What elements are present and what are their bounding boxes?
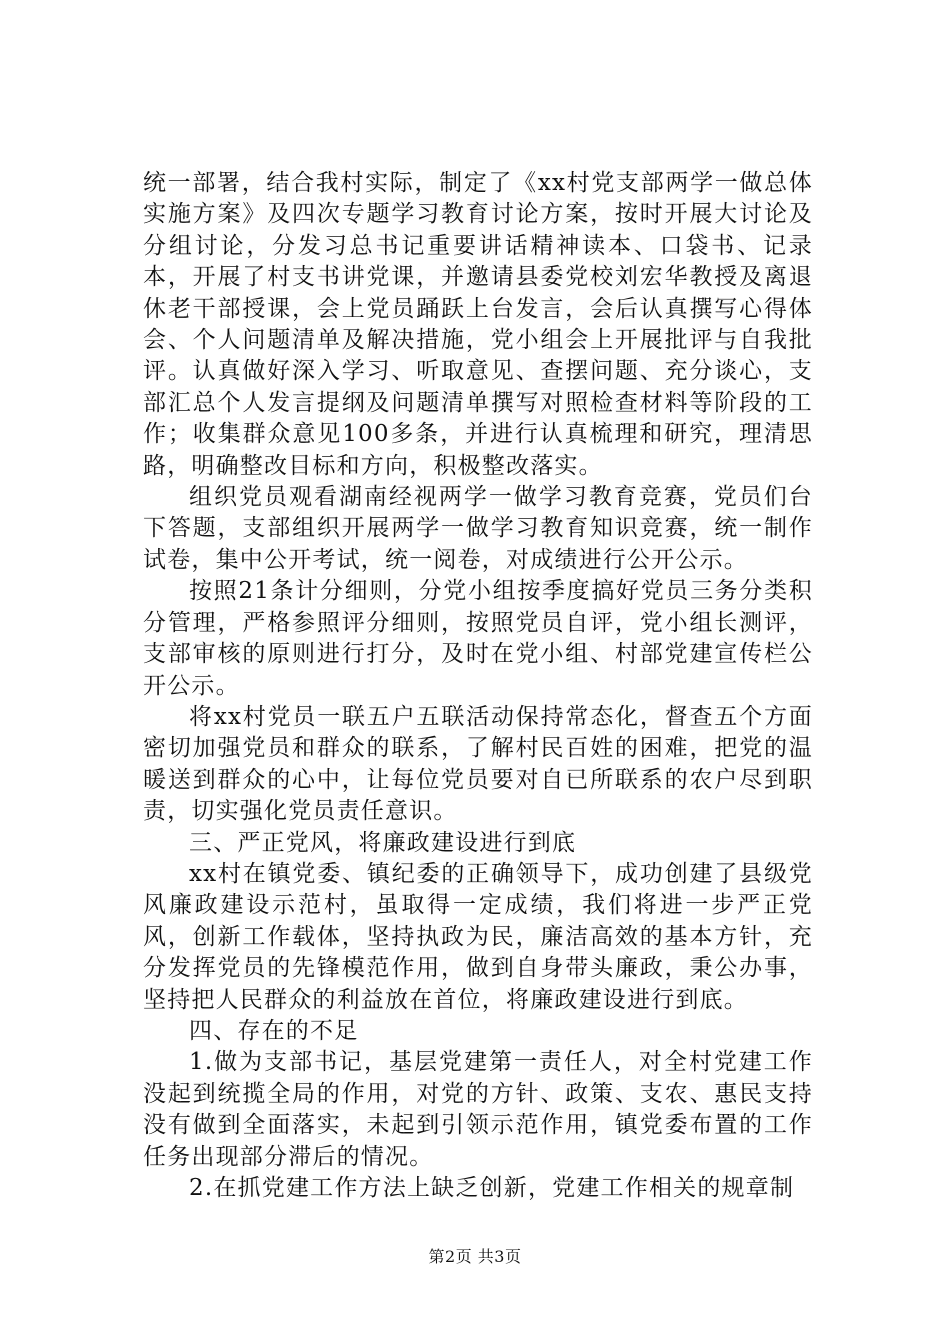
section-heading-3: 三、严正党风，将廉政建设进行到底 [189,829,577,856]
paragraph-1: 统一部署，结合我村实际，制定了《xx村党支部两学一做总体实施方案》及四次专题学习教育讨论方案，按时开展大讨论及分组讨论，分发习总书记重要讲话精神读本、口袋书、记录本，开展了村支书讲党课，并邀请县委党校刘宏华教授及离退休老干部授课，会上党员踊跃上台发言，会后认真撰写心得体会、个人问题清单及解决措施，党小组会上开展批评与自我批评。认真做好深入学习、听取意见、查摆问题、充分谈心，支部汇总个人发言提纲及问题清单撰写对照检查材料等阶段的工作；收集群众意见100多条，并进行认真梳理和研究，理清思路，明确整改目标和方向，积极整改落实。 [143,170,813,479]
paragraph-5: xx村在镇党委、镇纪委的正确领导下，成功创建了县级党风廉政建设示范村，虽取得一定成绩，我们将进一步严正党风，创新工作载体，坚持执政为民，廉洁高效的基本方针，充分发挥党员的先锋模范作用，做到自身带头廉政，秉公办事，坚持把人民群众的利益放在首位，将廉政建设进行到底。 [143,860,813,1013]
paragraph-4: 将xx村党员一联五户五联活动保持常态化，督查五个方面密切加强党员和群众的联系，了解村民百姓的困难，把党的温暖送到群众的心中，让每位党员要对自已所联系的农户尽到职责，切实强化党员责任意识。 [143,703,813,825]
page-footer: 第2页 共3页 [428,1247,522,1266]
section-heading-4: 四、存在的不足 [189,1017,359,1044]
paragraph-3: 按照21条计分细则，分党小组按季度搞好党员三务分类积分管理，严格参照评分细则，按照党员自评，党小组长测评，支部审核的原则进行打分，及时在党小组、村部党建宣传栏公开公示。 [143,578,813,699]
document-body [143,168,813,1204]
paragraph-2: 组织党员观看湖南经视两学一做学习教育竞赛，党员们台下答题，支部组织开展两学一做学习教育知识竞赛，统一制作试卷，集中公开考试，统一阅卷，对成绩进行公开公示。 [143,484,813,573]
paragraph-6: 1.做为支部书记，基层党建第一责任人，对全村党建工作没起到统揽全局的作用，对党的方针、政策、支农、惠民支持没有做到全面落实，未起到引领示范作用，镇党委布置的工作任务出现部分滞后的情况。 [143,1049,813,1170]
paragraph-7: 2.在抓党建工作方法上缺乏创新，党建工作相关的规章制 [189,1175,795,1201]
